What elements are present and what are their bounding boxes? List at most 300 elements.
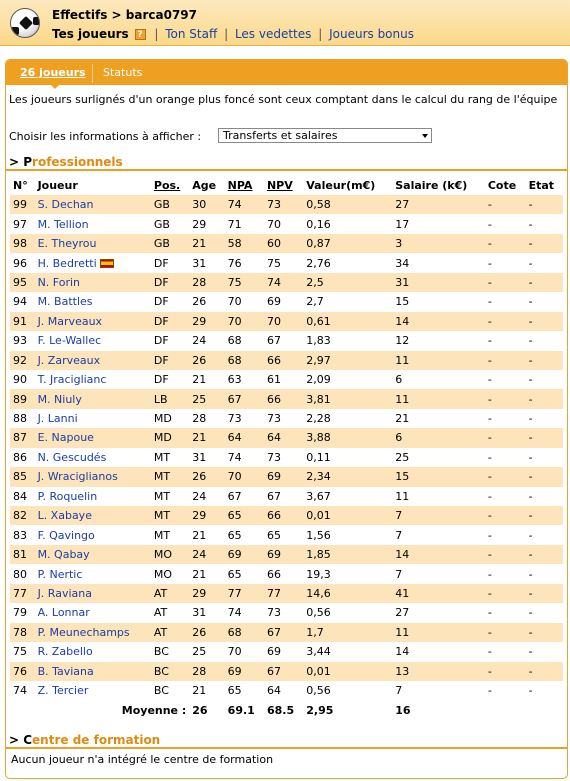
player-salary: 13 xyxy=(392,662,485,681)
table-row xyxy=(10,642,563,661)
player-age: 21 xyxy=(192,373,207,387)
player-name[interactable]: J. Marveaux xyxy=(35,312,151,331)
player-position: GB xyxy=(153,217,170,231)
player-etat: - xyxy=(526,428,563,447)
table-row xyxy=(10,214,563,233)
chooser-label: Choisir les informations à afficher : xyxy=(9,130,202,143)
player-age: 21 xyxy=(189,428,224,447)
player-cote: - xyxy=(487,450,492,464)
table-row xyxy=(10,253,563,272)
player-age: 29 xyxy=(192,217,207,231)
col-age: Age xyxy=(192,179,217,192)
player-number: 84 xyxy=(13,489,27,503)
col-number: N° xyxy=(13,179,28,192)
page-title: Effectifs > barca0797 xyxy=(52,8,198,22)
player-cote: - xyxy=(485,545,526,564)
player-npv: 66 xyxy=(264,389,303,408)
player-value: 0,58 xyxy=(303,195,392,214)
player-number: 91 xyxy=(10,312,35,331)
squad-panel xyxy=(5,59,568,779)
player-npa: 69 xyxy=(225,662,264,681)
player-npa: 65 xyxy=(227,528,242,542)
nav-link-vedettes[interactable]: Les vedettes xyxy=(234,27,312,41)
player-position: MT xyxy=(153,489,171,503)
player-value: 2,97 xyxy=(303,351,392,370)
player-npa: 74 xyxy=(227,606,242,620)
player-salary: 14 xyxy=(395,645,410,659)
player-name[interactable]: J. Wraciglianos xyxy=(35,467,151,486)
table-row xyxy=(10,448,563,467)
player-etat: - xyxy=(526,623,563,642)
player-npv: 64 xyxy=(264,428,303,447)
player-salary: 12 xyxy=(395,334,410,348)
player-npv: 70 xyxy=(266,217,281,231)
player-npv: 73 xyxy=(266,412,281,426)
player-position: DF xyxy=(151,273,189,292)
player-npa: 77 xyxy=(225,584,264,603)
average-value: 2,95 xyxy=(306,703,334,717)
player-number: 80 xyxy=(13,567,27,581)
player-etat: - xyxy=(528,217,533,231)
player-cote: - xyxy=(485,312,526,331)
tab-players[interactable]: 26 joueurs xyxy=(14,64,93,83)
player-position: DF xyxy=(153,334,169,348)
player-age: 28 xyxy=(192,412,207,426)
player-npa: 76 xyxy=(227,256,242,270)
player-value: 2,5 xyxy=(303,273,392,292)
info-select[interactable] xyxy=(218,128,432,143)
player-npa: 65 xyxy=(227,684,242,698)
player-age: 21 xyxy=(192,684,207,698)
table-row xyxy=(10,603,563,622)
player-name[interactable]: A. Lonnar xyxy=(37,606,90,620)
table-row xyxy=(10,389,563,408)
player-salary: 15 xyxy=(395,295,410,309)
player-name[interactable]: H. Bedretti xyxy=(35,253,151,272)
player-salary: 3 xyxy=(392,234,485,253)
player-name[interactable]: P. Roquelin xyxy=(37,489,98,503)
player-npa: 70 xyxy=(225,467,264,486)
average-row xyxy=(10,700,563,719)
player-age: 31 xyxy=(192,256,207,270)
table-row xyxy=(10,195,563,214)
player-etat: - xyxy=(526,545,563,564)
nav-link-bonus[interactable]: Joueurs bonus xyxy=(329,27,414,41)
player-age: 30 xyxy=(189,195,224,214)
player-etat: - xyxy=(528,295,533,309)
player-npv: 67 xyxy=(266,489,281,503)
player-etat: - xyxy=(528,334,533,348)
players-table xyxy=(10,176,563,720)
player-value: 0,01 xyxy=(303,662,392,681)
player-npv: 69 xyxy=(266,645,281,659)
player-name[interactable]: L. Xabaye xyxy=(35,506,151,525)
player-cote: - xyxy=(485,351,526,370)
player-name[interactable]: J. Raviana xyxy=(35,584,151,603)
player-position: MD xyxy=(153,412,172,426)
player-number: 87 xyxy=(10,428,35,447)
average-label: Moyenne : xyxy=(121,703,187,717)
player-name[interactable]: S. Dechan xyxy=(35,195,151,214)
player-number: 79 xyxy=(13,606,27,620)
player-cote: - xyxy=(487,412,492,426)
player-position: BC xyxy=(151,662,189,681)
player-salary: 21 xyxy=(395,412,410,426)
table-row xyxy=(10,312,563,331)
player-position: GB xyxy=(151,234,189,253)
player-name[interactable]: N. Gescudés xyxy=(37,450,107,464)
table-row xyxy=(10,409,563,428)
player-npa: 65 xyxy=(227,567,242,581)
player-etat: - xyxy=(528,256,533,270)
player-etat: - xyxy=(528,645,533,659)
player-position: MO xyxy=(151,545,189,564)
player-cote: - xyxy=(485,195,526,214)
player-npa: 58 xyxy=(225,234,264,253)
col-salary: Salaire (k€) xyxy=(395,179,468,192)
player-number: 81 xyxy=(10,545,35,564)
col-cote: Cote xyxy=(487,179,517,192)
average-npa: 69.1 xyxy=(227,703,255,717)
player-cote: - xyxy=(485,273,526,292)
section-training-centre[interactable]: > Centre de formation xyxy=(6,733,567,749)
player-age: 24 xyxy=(189,545,224,564)
player-npa: 69 xyxy=(225,545,264,564)
player-number: 90 xyxy=(13,373,27,387)
player-npv: 67 xyxy=(264,623,303,642)
player-value: 0,01 xyxy=(303,506,392,525)
table-row xyxy=(10,525,563,544)
player-salary: 17 xyxy=(395,217,410,231)
player-salary: 14 xyxy=(392,312,485,331)
col-npa[interactable]: NPA xyxy=(227,179,253,192)
player-value: 1,7 xyxy=(303,623,392,642)
player-etat: - xyxy=(526,506,563,525)
table-row xyxy=(10,467,563,486)
player-position: DF xyxy=(153,373,169,387)
player-npa: 63 xyxy=(227,373,242,387)
player-name[interactable]: J. Lanni xyxy=(37,412,78,426)
chevron-down-icon xyxy=(422,134,428,138)
player-name[interactable]: F. Le-Wallec xyxy=(37,334,102,348)
player-position: MO xyxy=(153,567,173,581)
player-value: 1,83 xyxy=(306,334,331,348)
player-value: 2,76 xyxy=(306,256,331,270)
player-position: DF xyxy=(151,351,189,370)
nav-link-staff[interactable]: Ton Staff xyxy=(165,27,218,41)
player-cote: - xyxy=(487,373,492,387)
table-row xyxy=(10,487,563,506)
player-number: 94 xyxy=(13,295,27,309)
player-age: 28 xyxy=(189,273,224,292)
player-cote: - xyxy=(487,334,492,348)
player-npa: 64 xyxy=(225,428,264,447)
section-first-letter: C xyxy=(23,733,33,747)
player-position: AT xyxy=(151,623,189,642)
player-age: 24 xyxy=(192,489,207,503)
player-cote: - xyxy=(487,256,492,270)
player-npa: 68 xyxy=(225,623,264,642)
nav-separator: | xyxy=(318,27,323,41)
player-number: 85 xyxy=(10,467,35,486)
nav-current: Tes joueurs xyxy=(52,27,129,41)
section-title: entre de formation xyxy=(32,733,161,747)
table-row xyxy=(10,545,563,564)
player-name[interactable]: P. Meunechamps xyxy=(35,623,151,642)
player-value: 0,16 xyxy=(306,217,331,231)
player-npv: 60 xyxy=(264,234,303,253)
player-name[interactable]: M. Niuly xyxy=(35,389,151,408)
player-etat: - xyxy=(528,528,533,542)
player-value: 3,44 xyxy=(306,645,331,659)
tab-status[interactable]: Statuts xyxy=(103,66,143,79)
player-value: 1,85 xyxy=(303,545,392,564)
player-etat: - xyxy=(526,273,563,292)
player-value: 0,56 xyxy=(306,606,331,620)
player-age: 26 xyxy=(189,623,224,642)
player-npa: 68 xyxy=(227,334,242,348)
player-npv: 74 xyxy=(264,273,303,292)
table-row xyxy=(10,662,563,681)
player-value: 0,87 xyxy=(303,234,392,253)
player-age: 26 xyxy=(189,351,224,370)
player-position: MT xyxy=(153,528,171,542)
player-number: 96 xyxy=(13,256,27,270)
player-npv: 66 xyxy=(264,351,303,370)
player-position: GB xyxy=(151,195,189,214)
player-value: 0,61 xyxy=(303,312,392,331)
player-etat: - xyxy=(526,389,563,408)
player-value: 3,81 xyxy=(303,389,392,408)
player-age: 29 xyxy=(189,312,224,331)
player-number: 95 xyxy=(10,273,35,292)
player-etat: - xyxy=(528,684,533,698)
col-player: Joueur xyxy=(37,179,78,192)
player-cote: - xyxy=(485,662,526,681)
player-position: AT xyxy=(153,606,168,620)
player-name[interactable]: N. Forin xyxy=(35,273,151,292)
player-age: 26 xyxy=(192,295,207,309)
player-npv: 66 xyxy=(266,567,281,581)
col-value: Valeur(m€) xyxy=(306,179,376,192)
player-npv: 64 xyxy=(266,684,281,698)
col-position[interactable]: Pos. xyxy=(153,179,181,192)
player-salary: 6 xyxy=(395,373,403,387)
player-npa: 75 xyxy=(225,273,264,292)
player-salary: 25 xyxy=(395,450,410,464)
player-value: 3,88 xyxy=(303,428,392,447)
player-position: LB xyxy=(151,389,189,408)
player-position: BC xyxy=(153,645,169,659)
table-row xyxy=(10,584,563,603)
player-npa: 74 xyxy=(225,195,264,214)
help-icon[interactable]: ? xyxy=(135,29,146,40)
player-npv: 67 xyxy=(266,334,281,348)
player-number: 83 xyxy=(13,528,27,542)
top-header xyxy=(0,0,570,46)
player-value: 2,34 xyxy=(303,467,392,486)
col-etat: Etat xyxy=(528,179,555,192)
player-etat: - xyxy=(528,606,533,620)
player-age: 31 xyxy=(192,450,207,464)
player-salary: 27 xyxy=(392,195,485,214)
player-age: 29 xyxy=(189,584,224,603)
player-npa: 70 xyxy=(225,312,264,331)
player-etat: - xyxy=(526,312,563,331)
soccer-ball-icon xyxy=(10,8,40,38)
player-name[interactable]: E. Napoue xyxy=(35,428,151,447)
player-number: 92 xyxy=(10,351,35,370)
player-value: 0,56 xyxy=(306,684,331,698)
player-npa: 73 xyxy=(227,412,242,426)
player-number: 86 xyxy=(13,450,27,464)
player-name[interactable]: E. Theyrou xyxy=(35,234,151,253)
section-first-letter: P xyxy=(23,155,33,169)
player-number: 78 xyxy=(10,623,35,642)
player-npv: 67 xyxy=(264,662,303,681)
spain-flag-icon xyxy=(100,259,114,268)
player-number: 77 xyxy=(10,584,35,603)
player-cote: - xyxy=(487,606,492,620)
player-salary: 11 xyxy=(392,389,485,408)
player-value: 19,3 xyxy=(306,567,331,581)
player-salary: 7 xyxy=(392,506,485,525)
player-name[interactable]: M. Tellion xyxy=(37,217,89,231)
player-npa: 70 xyxy=(227,295,242,309)
player-number: 76 xyxy=(10,662,35,681)
player-etat: - xyxy=(526,662,563,681)
player-etat: - xyxy=(526,351,563,370)
select-value: Transferts et salaires xyxy=(223,129,338,142)
table-row xyxy=(10,351,563,370)
player-npa: 70 xyxy=(227,645,242,659)
player-value: 1,56 xyxy=(306,528,331,542)
player-cote: - xyxy=(485,389,526,408)
player-salary: 6 xyxy=(392,428,485,447)
player-cote: - xyxy=(487,295,492,309)
section-title: rofessionnels xyxy=(32,155,123,169)
player-value: 14,6 xyxy=(303,584,392,603)
player-value: 2,7 xyxy=(306,295,324,309)
player-position: MT xyxy=(153,450,171,464)
player-salary: 7 xyxy=(395,567,403,581)
player-cote: - xyxy=(485,506,526,525)
player-cote: - xyxy=(487,489,492,503)
player-etat: - xyxy=(528,567,533,581)
player-number: 89 xyxy=(10,389,35,408)
player-npv: 69 xyxy=(266,295,281,309)
player-npv: 73 xyxy=(266,450,281,464)
player-number: 74 xyxy=(13,684,27,698)
player-name[interactable]: P. Nertic xyxy=(37,567,83,581)
player-etat: - xyxy=(526,584,563,603)
player-position: DF xyxy=(153,256,169,270)
player-npv: 70 xyxy=(264,312,303,331)
player-value: 3,67 xyxy=(306,489,331,503)
table-row xyxy=(10,292,563,311)
player-position: BC xyxy=(153,684,169,698)
player-npa: 65 xyxy=(225,506,264,525)
table-row xyxy=(10,428,563,447)
col-npv[interactable]: NPV xyxy=(266,179,293,192)
player-name[interactable]: F. Qavingo xyxy=(37,528,95,542)
player-name[interactable]: M. Battles xyxy=(37,295,93,309)
player-npv: 73 xyxy=(264,195,303,214)
player-cote: - xyxy=(485,428,526,447)
player-position: DF xyxy=(153,295,169,309)
player-salary: 31 xyxy=(392,273,485,292)
player-npv: 73 xyxy=(266,606,281,620)
player-etat: - xyxy=(526,234,563,253)
player-age: 26 xyxy=(189,467,224,486)
player-name[interactable]: T. Jraciglianc xyxy=(37,373,107,387)
tab-bar xyxy=(6,60,567,85)
player-etat: - xyxy=(526,467,563,486)
player-age: 21 xyxy=(189,234,224,253)
table-row xyxy=(10,331,563,350)
player-name[interactable]: Z. Tercier xyxy=(37,684,89,698)
player-age: 21 xyxy=(192,528,207,542)
table-row xyxy=(10,681,563,700)
player-etat: - xyxy=(528,450,533,464)
player-salary: 11 xyxy=(392,623,485,642)
player-age: 29 xyxy=(189,506,224,525)
player-position: MT xyxy=(151,467,189,486)
player-name[interactable]: J. Zarveaux xyxy=(35,351,151,370)
player-name[interactable]: M. Qabay xyxy=(35,545,151,564)
training-centre-empty: Aucun joueur n'a intégré le centre de formation xyxy=(11,753,274,766)
average-age: 26 xyxy=(192,703,208,717)
player-npv: 69 xyxy=(264,467,303,486)
player-etat: - xyxy=(526,195,563,214)
player-name[interactable]: B. Taviana xyxy=(35,662,151,681)
player-value: 2,28 xyxy=(306,412,331,426)
player-age: 31 xyxy=(192,606,207,620)
player-position: AT xyxy=(151,584,189,603)
player-salary: 27 xyxy=(395,606,410,620)
player-number: 88 xyxy=(13,412,27,426)
section-professionals[interactable]: > Professionnels xyxy=(6,155,567,171)
player-etat: - xyxy=(528,373,533,387)
player-salary: 41 xyxy=(392,584,485,603)
table-row xyxy=(10,506,563,525)
player-salary: 34 xyxy=(395,256,410,270)
player-etat: - xyxy=(528,412,533,426)
player-position: MT xyxy=(151,506,189,525)
player-value: 0,11 xyxy=(306,450,331,464)
player-cote: - xyxy=(487,645,492,659)
player-cote: - xyxy=(487,567,492,581)
player-npv: 65 xyxy=(266,528,281,542)
player-salary: 7 xyxy=(395,684,403,698)
player-name[interactable]: R. Zabello xyxy=(37,645,93,659)
player-age: 28 xyxy=(189,662,224,681)
player-cote: - xyxy=(485,623,526,642)
player-npv: 66 xyxy=(264,506,303,525)
player-npa: 67 xyxy=(227,489,242,503)
player-salary: 14 xyxy=(392,545,485,564)
player-npv: 61 xyxy=(266,373,281,387)
player-etat: - xyxy=(528,489,533,503)
nav-separator: | xyxy=(154,27,159,41)
player-number: 93 xyxy=(13,334,27,348)
player-number: 98 xyxy=(10,234,35,253)
player-salary: 11 xyxy=(395,489,410,503)
player-salary: 11 xyxy=(392,351,485,370)
player-number: 99 xyxy=(10,195,35,214)
player-cote: - xyxy=(485,234,526,253)
player-salary: 15 xyxy=(392,467,485,486)
